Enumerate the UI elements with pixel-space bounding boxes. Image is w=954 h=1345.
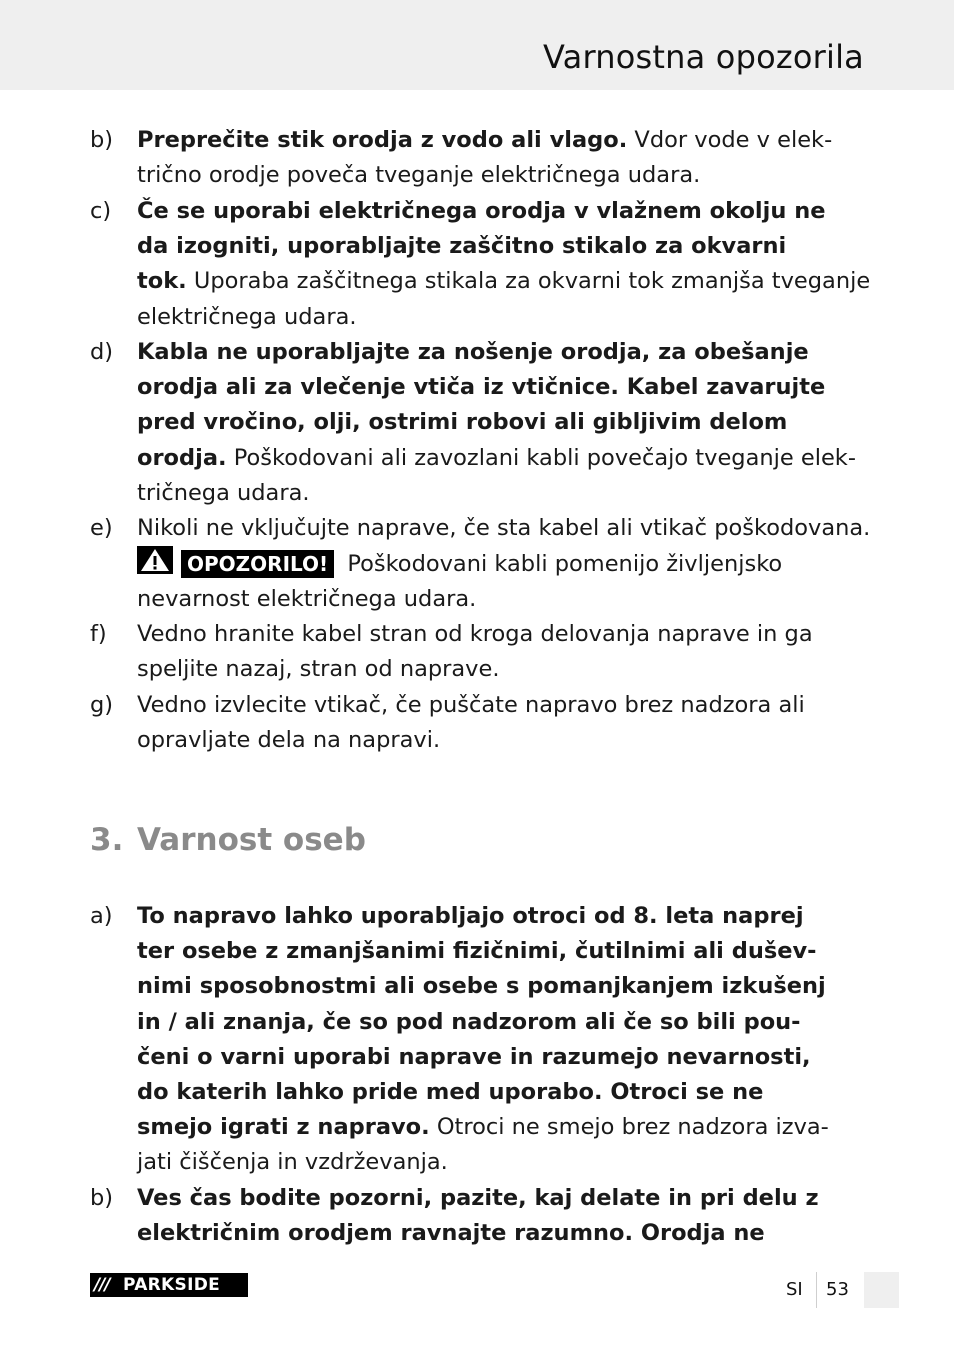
bold-text: da izogniti, uporabljajte zaščitno stikalo za okvarni — [137, 233, 787, 260]
bold-text: orodja ali za vlečenje vtiča iz vtičnice. Kabel zavarujte — [137, 374, 826, 401]
page-number: 53 — [826, 1279, 849, 1300]
section-title: Varnost oseb — [137, 822, 366, 858]
warning-line — [137, 546, 863, 582]
text-line — [137, 617, 863, 652]
list-item-text — [137, 1181, 863, 1251]
bold-text: in / ali znanja, če so pod nadzorom ali če so bili pou- — [137, 1008, 801, 1035]
parkside-logo — [90, 1273, 248, 1297]
list-item-letter: d) — [90, 339, 114, 365]
page-title: Varnostna opozorila — [543, 38, 864, 76]
bold-text: pred vročino, olji, ostrimi robovi ali gibljivim delom — [137, 409, 788, 436]
text-line — [137, 158, 863, 193]
text-line — [137, 405, 863, 440]
normal-text: opravljate dela na napravi. — [137, 727, 441, 754]
list-item-letter: b) — [90, 1185, 114, 1211]
language-code: SI — [786, 1279, 803, 1300]
bold-text: orodja. — [137, 444, 227, 471]
text-line — [137, 969, 863, 1004]
text-line: nevarnost električnega udara. — [137, 586, 477, 613]
normal-text: jati čiščenja in vzdrževanja. — [137, 1149, 448, 1176]
normal-text: Otroci ne smejo brez nadzora izva- — [429, 1114, 829, 1141]
bold-text: nimi sposobnostmi ali osebe s pomanjkanjem izkušenj — [137, 973, 826, 1000]
text-line — [137, 899, 863, 934]
normal-text: Poškodovani ali zavozlani kabli povečajo tveganje elek- — [226, 444, 856, 471]
list-item-text — [137, 688, 863, 758]
list-item-letter: b) — [90, 127, 114, 153]
bold-text: Če se uporabi električnega orodja v vlažnem okolju ne — [137, 198, 826, 224]
text-line — [137, 723, 863, 758]
normal-text: trično orodje poveča tveganje električnega udara. — [137, 162, 701, 189]
bold-text: ter osebe z zmanjšanimi fizičnimi, čutilnimi ali dušev- — [137, 938, 817, 965]
normal-text: tričnega udara. — [137, 479, 310, 506]
list-item-letter: e) — [90, 515, 113, 541]
section-heading — [90, 822, 366, 858]
text-line — [137, 229, 863, 264]
text-line — [137, 934, 863, 969]
text-line — [137, 1181, 863, 1216]
warning-text: Poškodovani kabli pomenijo življenjsko — [340, 551, 783, 578]
bold-text: Preprečite stik orodja z vodo ali vlago. — [137, 127, 628, 153]
footer-tab-box — [864, 1272, 899, 1308]
list-item-letter: g) — [90, 692, 114, 718]
text-line — [137, 1145, 863, 1180]
text-line — [137, 335, 863, 370]
list-item-text — [137, 899, 863, 1181]
bold-text: čeni o varni uporabi naprave in razumejo nevarnosti, — [137, 1043, 811, 1070]
list-item-text — [137, 123, 863, 193]
list-item-letter: f) — [90, 621, 107, 647]
text-line: Nikoli ne vključujte naprave, če sta kabel ali vtikač poškodovana. — [137, 515, 871, 541]
normal-text: električnega udara. — [137, 303, 357, 330]
text-line — [137, 194, 863, 229]
list-item-text — [137, 511, 871, 618]
normal-text: Vedno izvlecite vtikač, če puščate napravo brez nadzora ali — [137, 692, 805, 718]
page-header — [0, 0, 954, 90]
text-line — [137, 370, 863, 405]
bold-text: tok. — [137, 268, 187, 295]
text-line — [137, 1005, 863, 1040]
text-line — [137, 1110, 863, 1145]
footer-divider — [816, 1272, 817, 1308]
normal-text: Uporaba zaščitnega stikala za okvarni tok zmanjša tveganje — [186, 268, 871, 295]
bold-text: do katerih lahko pride med uporabo. Otroci se ne — [137, 1079, 764, 1106]
text-line — [137, 1040, 863, 1075]
logo-brand-text: PARKSIDE — [123, 1275, 221, 1295]
bold-text: Ves čas bodite pozorni, pazite, kaj delate in pri delu z — [137, 1185, 819, 1211]
normal-text: Vedno hranite kabel stran od kroga delovanja naprave in ga — [137, 621, 813, 647]
bold-text: To napravo lahko uporabljajo otroci od 8. leta naprej — [137, 903, 804, 929]
normal-text: speljite nazaj, stran od naprave. — [137, 656, 500, 683]
text-line — [137, 1216, 863, 1251]
warning-label: OPOZORILO! — [181, 550, 334, 578]
text-line — [137, 476, 863, 511]
list-item-text — [137, 335, 863, 511]
warning-triangle-icon — [137, 546, 173, 574]
list-item-text — [137, 194, 871, 335]
text-line — [137, 688, 863, 723]
text-line — [137, 441, 863, 476]
text-line — [137, 652, 863, 687]
section-number: 3. — [90, 822, 124, 858]
text-line — [137, 1075, 863, 1110]
bold-text: Kabla ne uporabljajte za nošenje orodja, za obešanje — [137, 339, 809, 365]
list-item-letter: a) — [90, 903, 113, 929]
bold-text: smejo igrati z napravo. — [137, 1114, 430, 1141]
list-item-text — [137, 617, 863, 687]
bold-text: električnim orodjem ravnajte razumno. Orodja ne — [137, 1220, 765, 1247]
list-item-letter: c) — [90, 198, 112, 224]
text-line — [137, 123, 863, 158]
normal-text: Vdor vode v elek- — [627, 127, 833, 153]
text-line — [137, 264, 871, 299]
text-line — [137, 300, 863, 335]
logo-stripes: /// — [94, 1275, 110, 1295]
